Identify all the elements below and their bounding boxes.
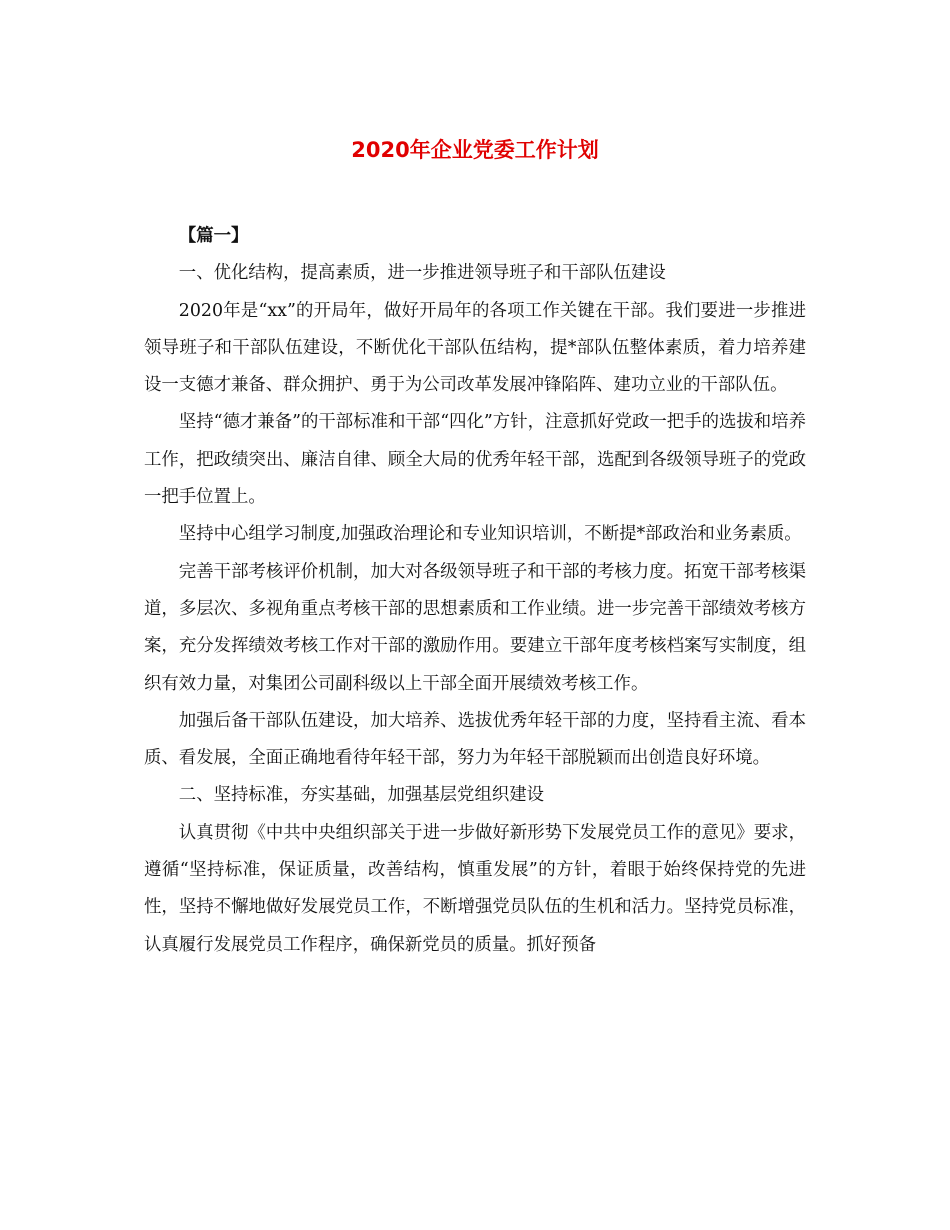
paragraph: 2020年是“xx”的开局年，做好开局年的各项工作关键在干部。我们要进一步推进领导班子和干部队伍建设，不断优化干部队伍结构，提*部队伍整体素质，着力培养建设一支德才兼备、群众拥护、勇于为公司改革发展冲锋陷阵、建功立业的干部队伍。 bbox=[144, 300, 806, 396]
paragraph: 认真贯彻《中共中央组织部关于进一步做好新形势下发展党员工作的意见》要求，遵循“坚持标准，保证质量，改善结构，慎重发展”的方针，着眼于始终保持党的先进性，坚持不懈地做好发展党员工作，不断增强党员队伍的生机和活力。坚持党员标准，认真履行发展党员工作程序，确保新党员的质量。抓好预备 bbox=[144, 822, 806, 955]
section-heading-2: 二、坚持标准，夯实基础，加强基层党组织建设 bbox=[178, 785, 545, 806]
paragraph: 坚持“德才兼备”的干部标准和干部“四化”方针，注意抓好党政一把手的选拔和培养工作，把政绩突出、廉洁自律、顾全大局的优秀年轻干部，选配到各级领导班子的党政一把手位置上。 bbox=[144, 412, 806, 508]
document-body bbox=[144, 218, 806, 964]
paragraph: 完善干部考核评价机制，加大对各级领导班子和干部的考核力度。拓宽干部考核渠道，多层次、多视角重点考核干部的思想素质和工作业绩。进一步完善干部绩效考核方案，充分发挥绩效考核工作对干部的激励作用。要建立干部年度考核档案写实制度，组织有效力量，对集团公司副科级以上干部全面开展绩效考核工作。 bbox=[144, 561, 806, 694]
section-marker: 【篇一】 bbox=[178, 226, 249, 246]
paragraph: 加强后备干部队伍建设，加大培养、选拔优秀年轻干部的力度，坚持看主流、看本质、看发展，全面正确地看待年轻干部，努力为年轻干部脱颖而出创造良好环境。 bbox=[144, 710, 806, 769]
section-heading-1: 一、优化结构，提高素质，进一步推进领导班子和干部队伍建设 bbox=[178, 263, 666, 284]
paragraph: 坚持中心组学习制度,加强政治理论和专业知识培训，不断提*部政治和业务素质。 bbox=[178, 524, 802, 545]
document-title: 2020年企业党委工作计划 bbox=[351, 138, 599, 162]
